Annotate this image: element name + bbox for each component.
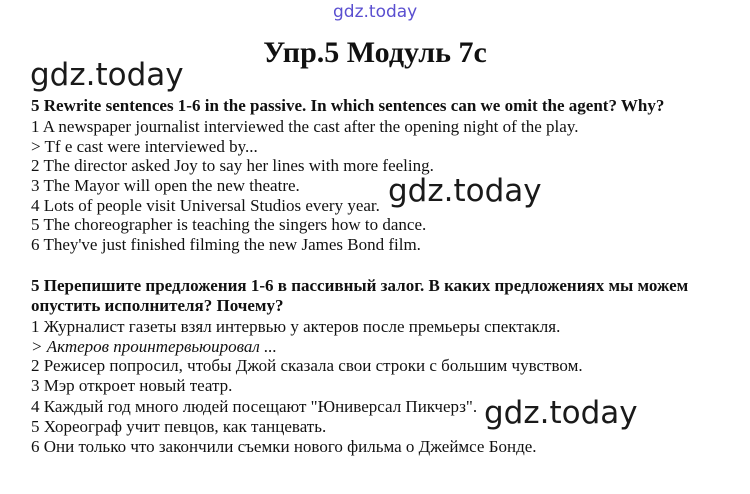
- english-line-3: 3 The Mayor will open the new theatre.: [31, 176, 300, 195]
- watermark-bottom-right: gdz.today: [484, 395, 638, 431]
- watermark-top: gdz.today: [333, 2, 418, 22]
- russian-line-6: 6 Они только что закончили съемки нового фильма о Джеймсе Бонде.: [31, 437, 537, 456]
- russian-line-4: 4 Каждый год много людей посещают "Юниверсал Пикчерз".: [31, 397, 478, 416]
- english-task-heading: 5 Rewrite sentences 1-6 in the passive. In which sentences can we omit the agent? Why?: [31, 96, 665, 115]
- page-title: Упр.5 Модуль 7c: [263, 36, 487, 69]
- russian-line-1: 1 Журналист газеты взял интервью у актеров после премьеры спектакля.: [31, 317, 561, 336]
- russian-task-heading-line-1: 5 Перепишите предложения 1-6 в пассивный залог. В каких предложениях мы можем: [31, 276, 689, 295]
- watermark-middle: gdz.today: [388, 173, 542, 209]
- watermark-left: gdz.today: [30, 57, 184, 93]
- english-line-4: 4 Lots of people visit Universal Studios every year.: [31, 196, 380, 215]
- english-example-line: > Tf e cast were interviewed by...: [31, 137, 258, 156]
- russian-line-5: 5 Хореограф учит певцов, как танцевать.: [31, 417, 327, 436]
- russian-example-line: > Актеров проинтервьюировал ...: [31, 337, 277, 356]
- english-line-2: 2 The director asked Joy to say her lines with more feeling.: [31, 156, 434, 175]
- english-line-1: 1 A newspaper journalist interviewed the cast after the opening night of the play.: [31, 117, 579, 136]
- english-line-5: 5 The choreographer is teaching the singers how to dance.: [31, 215, 427, 234]
- russian-task-heading-line-2: опустить исполнителя? Почему?: [31, 296, 284, 315]
- russian-line-2: 2 Режисер попросил, чтобы Джой сказала свои строки с большим чувством.: [31, 356, 583, 375]
- english-line-6: 6 They've just finished filming the new James Bond film.: [31, 235, 421, 254]
- russian-line-3: 3 Мэр откроет новый театр.: [31, 376, 233, 395]
